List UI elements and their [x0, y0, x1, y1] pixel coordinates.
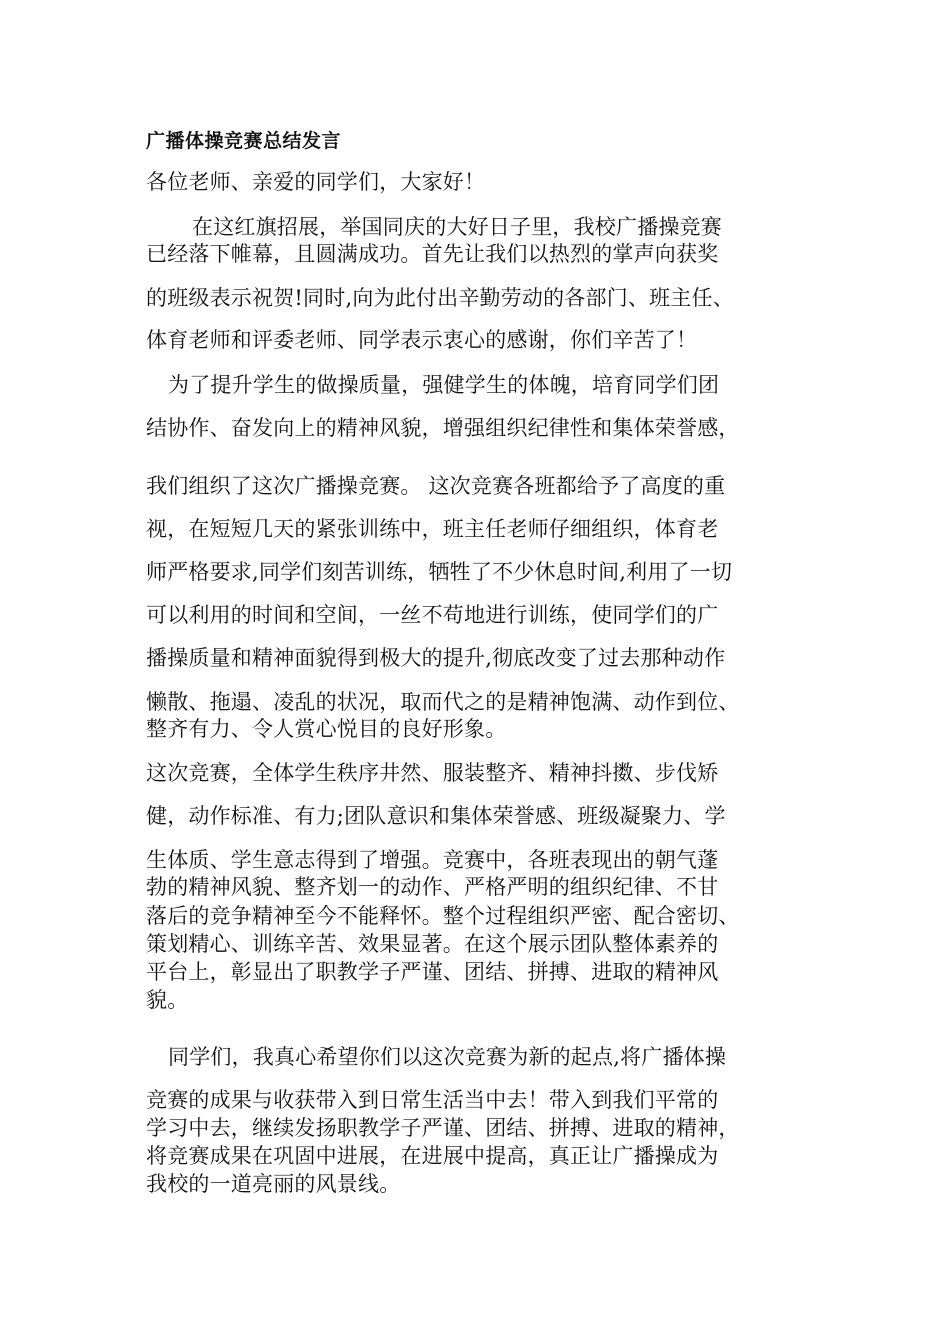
- paragraph-4-line-3: 学习中去，继续发扬职教学子严谨、团结、拼搏、进取的精神，: [146, 1116, 740, 1140]
- paragraph-2-line-2: 结协作、奋发向上的精神风貌，增强组织纪律性和集体荣誉感，: [146, 416, 740, 440]
- paragraph-4-line-1: 同学们，我真心希望你们以这次竞赛为新的起点,将广播体操: [168, 1045, 727, 1069]
- paragraph-4-line-5: 我校的一道亮丽的风景线。: [146, 1172, 401, 1196]
- paragraph-3-line-4: 勃的精神风貌、整齐划一的动作、严格严明的组织纪律、不甘: [146, 875, 719, 899]
- paragraph-1-line-3: 的班级表示祝贺!同时,向为此付出辛勤劳动的各部门、班主任、: [146, 286, 734, 310]
- greeting-line: 各位老师、亲爱的同学们，大家好！: [146, 170, 486, 194]
- paragraph-1-line-1: 在这红旗招展，举国同庆的大好日子里，我校广播操竞赛: [192, 215, 722, 239]
- paragraph-3-line-2: 健，动作标准、有力;团队意识和集体荣誉感、班级凝聚力、学: [146, 804, 726, 828]
- paragraph-3-line-6: 策划精心、训练辛苦、效果显著。在这个展示团队整体素养的: [146, 932, 719, 956]
- paragraph-3-line-5: 落后的竞争精神至今不能释怀。整个过程组织严密、配合密切、: [146, 904, 740, 928]
- paragraph-2-line-9: 整齐有力、令人赏心悦目的良好形象。: [146, 717, 507, 741]
- paragraph-2-line-7: 播操质量和精神面貌得到极大的提升,彻底改变了过去那种动作: [146, 646, 726, 670]
- paragraph-1-line-2: 已经落下帷幕，且圆满成功。首先让我们以热烈的掌声向获奖: [146, 242, 719, 266]
- paragraph-1-line-4: 体育老师和评委老师、同学表示衷心的感谢，你们辛苦了！: [146, 328, 698, 352]
- paragraph-4-line-2: 竞赛的成果与收获带入到日常生活当中去！带入到我们平常的: [146, 1088, 719, 1112]
- paragraph-3-line-3: 生体质、学生意志得到了增强。竞赛中，各班表现出的朝气蓬: [146, 848, 719, 872]
- paragraph-2-line-8: 懒散、拖遢、凌乱的状况，取而代之的是精神饱满、动作到位、: [146, 690, 740, 714]
- paragraph-3-line-1: 这次竞赛，全体学生秩序井然、服装整齐、精神抖擞、步伐矫: [146, 761, 719, 785]
- paragraph-3-line-7: 平台上，彰显出了职教学子严谨、团结、拼搏、进取的精神风: [146, 960, 719, 984]
- paragraph-2-line-1: 为了提升学生的做操质量，强健学生的体魄，培育同学们团: [168, 373, 720, 397]
- paragraph-2-line-4: 视，在短短几天的紧张训练中，班主任老师仔细组织，体育老: [146, 517, 719, 541]
- paragraph-2-line-3: 我们组织了这次广播操竞赛。 这次竞赛各班都给予了高度的重: [146, 474, 726, 498]
- paragraph-2-line-5: 师严格要求,同学们刻苦训练，牺牲了不少休息时间,利用了一切: [146, 560, 733, 584]
- paragraph-3-line-8: 貌。: [146, 988, 189, 1012]
- paragraph-4-line-4: 将竞赛成果在巩固中进展，在进展中提高，真正让广播操成为: [146, 1144, 719, 1168]
- paragraph-2-line-6: 可以利用的时间和空间，一丝不苟地进行训练，使同学们的广: [146, 603, 719, 627]
- document-title: 广播体操竞赛总结发言: [146, 130, 342, 152]
